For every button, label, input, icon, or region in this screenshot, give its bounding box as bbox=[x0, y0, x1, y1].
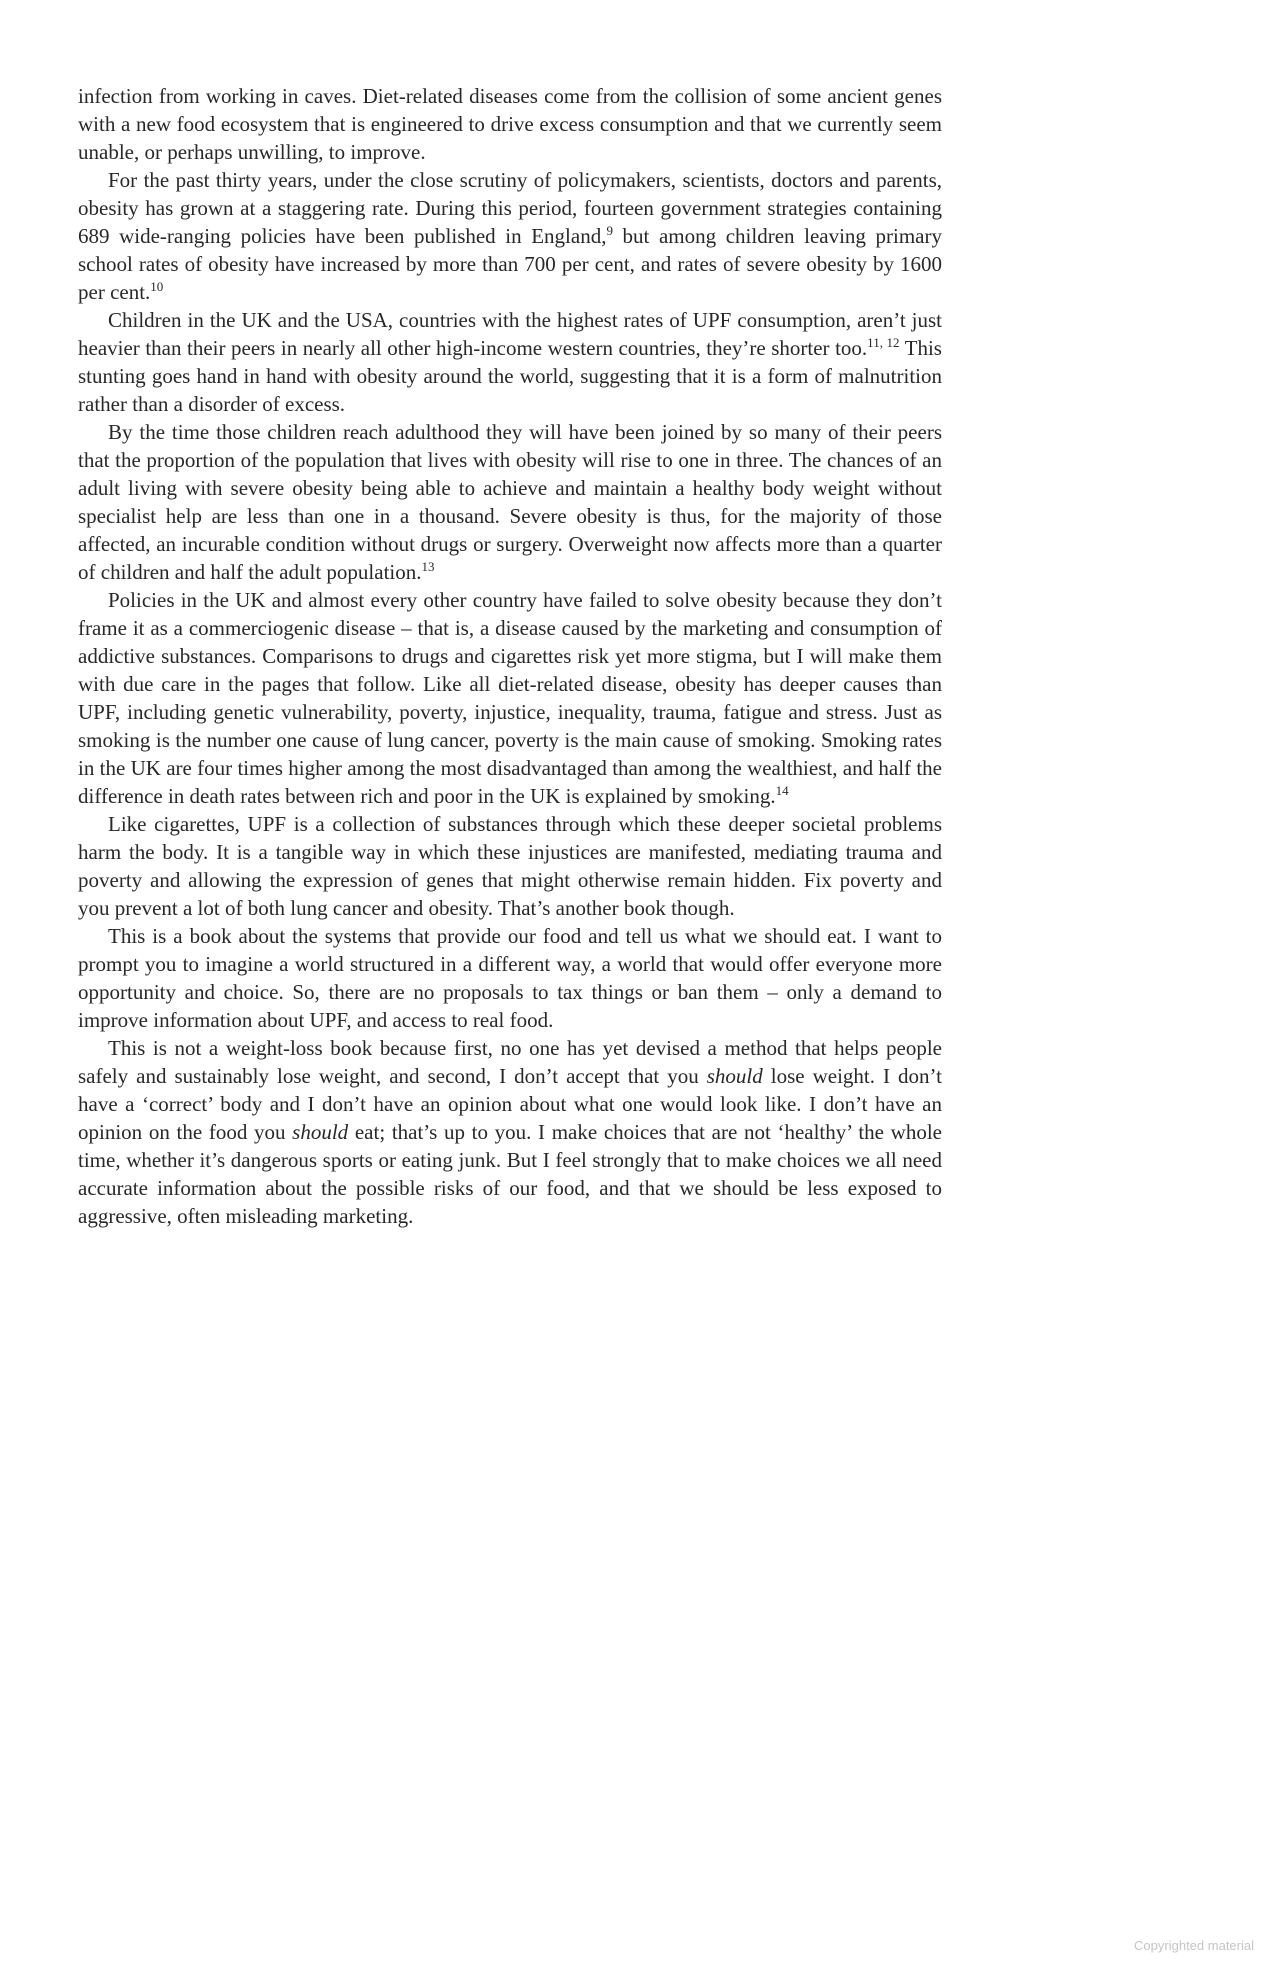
body-text bbox=[78, 82, 942, 1230]
paragraph: This is a book about the systems that provide our food and tell us what we should eat. I want to prompt you to imagine a world structured in a different way, a world that would offer everyone more opportunity and choice. So, there are no proposals to tax things or ban them – only a demand to improve information about UPF, and access to real food. bbox=[78, 924, 942, 1032]
emphasized-text: should bbox=[292, 1120, 349, 1144]
footnote-reference: 11, 12 bbox=[867, 335, 900, 350]
paragraph: Like cigarettes, UPF is a collection of substances through which these deeper societal problems harm the body. It is a tangible way in which these injustices are manifested, mediating trauma and poverty and allowing the expression of genes that might otherwise remain hidden. Fix poverty and you prevent a lot of both lung cancer and obesity. That’s another book though. bbox=[78, 812, 942, 920]
paragraph: Children in the UK and the USA, countries with the highest rates of UPF consumption, aren’t just heavier than their peers in nearly all other high-income western countries, they’re shorter too.$^{11, 12}$ This stunting goes hand in hand with obesity around the world, suggesting that it is a form of malnutrition rather than a disorder of excess. bbox=[78, 308, 942, 416]
copyright-watermark: Copyrighted material bbox=[1134, 1938, 1254, 1953]
paragraph: This is not a weight-loss book because first, no one has yet devised a method that helps people safely and sustainably lose weight, and second, I don’t accept that you should lose weight. I don’t have a ‘correct’ body and I don’t have an opinion about what one would look like. I don’t have an opinion on the food you should eat; that’s up to you. I make choices that are not ‘healthy’ the whole time, whether it’s dangerous sports or eating junk. But I feel strongly that to make choices we all need accurate information about the possible risks of our food, and that we should be less exposed to aggressive, often misleading marketing. bbox=[78, 1036, 942, 1228]
footnote-reference: 13 bbox=[421, 559, 435, 574]
footnote-reference: 9 bbox=[606, 223, 613, 238]
footnote-reference: 10 bbox=[150, 279, 164, 294]
footnote-reference: 14 bbox=[775, 783, 789, 798]
paragraph: For the past thirty years, under the close scrutiny of policymakers, scientists, doctors and parents, obesity has grown at a staggering rate. During this period, fourteen government strategies containing 689 wide-ranging policies have been published in England,$^9$ but among children leaving primary school rates of obesity have increased by more than 700 per cent, and rates of severe obesity by 1600 per cent.$^{10}$ bbox=[78, 168, 942, 304]
paragraph: infection from working in caves. Diet-related diseases come from the collision of some ancient genes with a new food ecosystem that is engineered to drive excess consumption and that we currently seem unable, or perhaps unwilling, to improve. bbox=[78, 84, 942, 164]
emphasized-text: should bbox=[706, 1064, 763, 1088]
paragraph: Policies in the UK and almost every other country have failed to solve obesity because they don’t frame it as a commerciogenic disease – that is, a disease caused by the marketing and consumption of addictive substances. Comparisons to drugs and cigarettes risk yet more stigma, but I will make them with due care in the pages that follow. Like all diet-related disease, obesity has deeper causes than UPF, including genetic vulnerability, poverty, injustice, inequality, trauma, fatigue and stress. Just as smoking is the number one cause of lung cancer, poverty is the main cause of smoking. Smoking rates in the UK are four times higher among the most disadvantaged than among the wealthiest, and half the difference in death rates between rich and poor in the UK is explained by smoking.$^{14}$ bbox=[78, 588, 942, 808]
paragraph: By the time those children reach adulthood they will have been joined by so many of their peers that the proportion of the population that lives with obesity will rise to one in three. The chances of an adult living with severe obesity being able to achieve and maintain a healthy body weight without specialist help are less than one in a thousand. Severe obesity is thus, for the majority of those affected, an incurable condition without drugs or surgery. Overweight now affects more than a quarter of children and half the adult population.$^{13}$ bbox=[78, 420, 942, 584]
